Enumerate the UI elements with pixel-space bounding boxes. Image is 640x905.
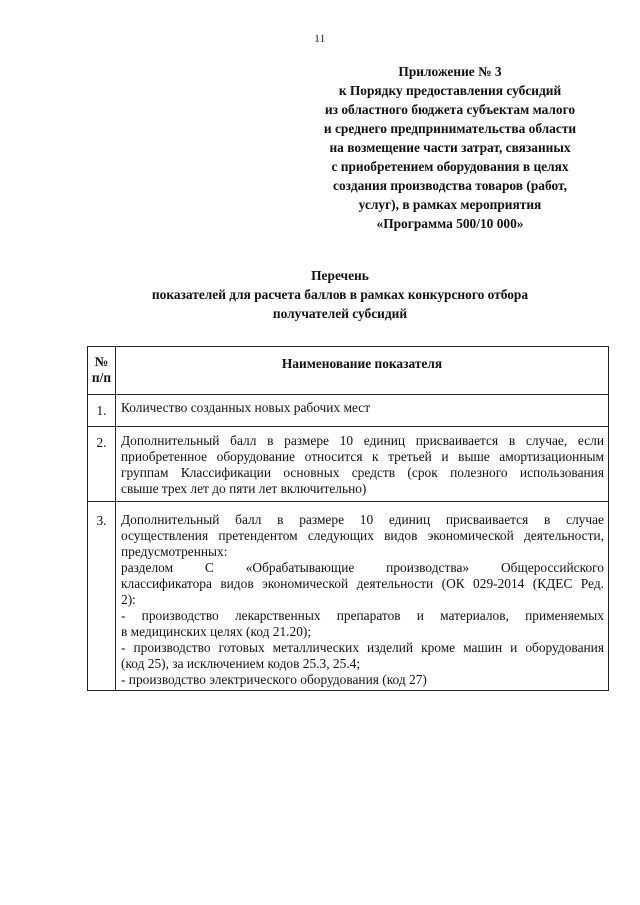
- row-text-line: - производство готовых металлических изделий кроме машин и оборудования: [121, 640, 604, 655]
- row-text-line: предусмотренных:: [121, 544, 228, 559]
- indicators-table: [87, 346, 609, 691]
- row-text: [116, 427, 609, 502]
- row-number: 3.: [88, 502, 116, 691]
- row-text: [116, 502, 609, 691]
- row-text-line: в медицинских целях (код 21.20);: [121, 624, 312, 639]
- header-name-cell: Наименование показателя: [116, 347, 609, 395]
- appendix-heading: [300, 62, 600, 233]
- document-title: [80, 266, 600, 323]
- title-line: показателей для расчета баллов в рамках конкурсного отбора: [151, 287, 529, 302]
- row-text: [116, 395, 609, 427]
- table-row: [88, 502, 609, 691]
- title-line: Перечень: [311, 268, 369, 283]
- appendix-line: услуг), в рамках мероприятия: [358, 197, 542, 212]
- header-number-abbr: п/п: [91, 370, 112, 385]
- appendix-line: «Программа 500/10 000»: [376, 216, 524, 231]
- page-number: 11: [314, 33, 326, 45]
- row-text-line: приобретенное оборудование относится к третьей и выше амортизационным: [121, 449, 604, 464]
- row-text-line: Дополнительный балл в размере 10 единиц присваивается в случае, если: [121, 433, 604, 448]
- appendix-line: на возмещение части затрат, связанных: [329, 140, 571, 155]
- title-line: получателей субсидий: [272, 306, 408, 321]
- row-text-line: разделом С «Обрабатывающие производства» Общероссийского: [121, 560, 604, 575]
- row-text-line: классификатора видов экономической деятельности (ОК 029-2014 (КДЕС Ред.: [121, 576, 604, 591]
- appendix-line: и среднего предпринимательства области: [323, 121, 577, 136]
- row-text-line: осуществления претендентом следующих видов экономической деятельности,: [121, 528, 604, 543]
- row-text-line: группам Классификации основных средств (срок полезного использования: [121, 465, 604, 480]
- row-number: 2.: [88, 427, 116, 502]
- appendix-line: из областного бюджета субъектам малого: [324, 102, 576, 117]
- row-text-line: свыше трех лет до пяти лет включительно): [121, 481, 367, 496]
- row-text-line: Количество созданных новых рабочих мест: [121, 400, 371, 415]
- row-text-line: Дополнительный балл в размере 10 единиц присваивается в случае: [121, 512, 604, 527]
- table-row: [88, 427, 609, 502]
- row-text-line: - производство лекарственных препаратов и материалов, применяемых: [121, 608, 604, 623]
- header-number-sign: №: [94, 354, 109, 369]
- row-text-line: 2):: [121, 592, 136, 607]
- table-row: [88, 395, 609, 427]
- table-header-row: [88, 347, 609, 395]
- appendix-line: к Порядку предоставления субсидий: [338, 83, 562, 98]
- row-text-line: (код 25), за исключением кодов 25.3, 25.4;: [121, 656, 361, 671]
- appendix-line: создания производства товаров (работ,: [333, 178, 567, 193]
- appendix-line: с приобретением оборудования в целях: [331, 159, 569, 174]
- row-number: 1.: [88, 395, 116, 427]
- appendix-line: Приложение № 3: [398, 64, 502, 79]
- row-text-line: - производство электрического оборудования (код 27): [121, 672, 427, 687]
- header-number-cell: [88, 347, 116, 395]
